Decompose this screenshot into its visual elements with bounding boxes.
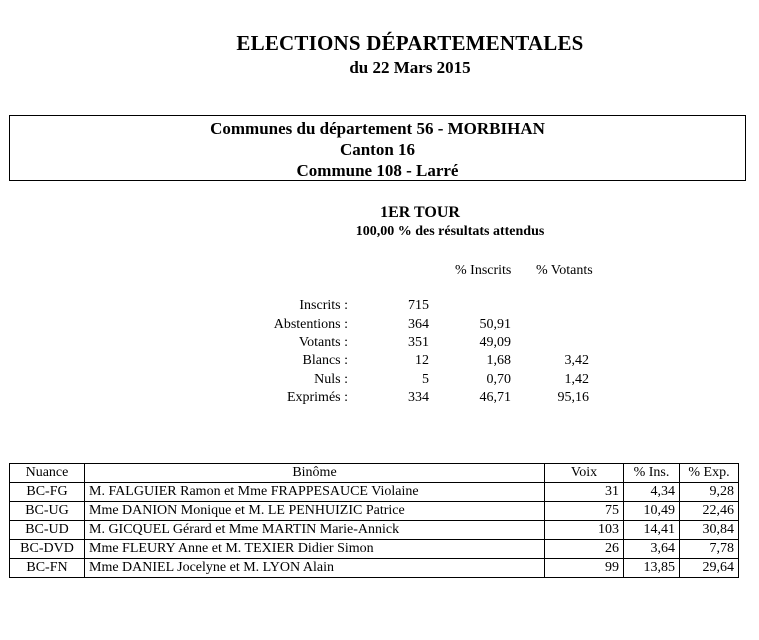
page-title: ELECTIONS DÉPARTEMENTALES bbox=[236, 31, 584, 55]
stat-value: 5 bbox=[422, 372, 429, 387]
stat-pct-inscrits: 0,70 bbox=[486, 372, 511, 387]
cell-binome: Mme FLEURY Anne et M. TEXIER Didier Simon bbox=[85, 540, 545, 559]
stat-pct-inscrits: 46,71 bbox=[479, 390, 511, 405]
commune-line: Commune 108 - Larré bbox=[296, 161, 459, 180]
candidates-table bbox=[9, 463, 739, 578]
stat-pct-inscrits: 1,68 bbox=[486, 353, 511, 368]
table-header-row bbox=[10, 464, 739, 483]
location-box bbox=[9, 115, 746, 181]
cell-pct-exp: 7,78 bbox=[680, 540, 739, 559]
round-label: 1ER TOUR bbox=[380, 204, 460, 221]
cell-nuance: BC-DVD bbox=[10, 540, 85, 559]
cell-pct-exp: 29,64 bbox=[680, 559, 739, 578]
cell-voix: 99 bbox=[545, 559, 624, 578]
col-header-nuance: Nuance bbox=[10, 464, 85, 483]
table-row bbox=[10, 559, 739, 578]
cell-pct-exp: 9,28 bbox=[680, 483, 739, 502]
stat-label: Nuls : bbox=[314, 372, 348, 387]
col-header-binome: Binôme bbox=[85, 464, 545, 483]
col-header-pct-ins: % Ins. bbox=[624, 464, 680, 483]
cell-binome: M. GICQUEL Gérard et Mme MARTIN Marie-Annick bbox=[85, 521, 545, 540]
cell-binome: Mme DANIEL Jocelyne et M. LYON Alain bbox=[85, 559, 545, 578]
cell-pct-ins: 13,85 bbox=[624, 559, 680, 578]
header-pct-inscrits: % Inscrits bbox=[455, 263, 512, 278]
cell-voix: 103 bbox=[545, 521, 624, 540]
stat-value: 715 bbox=[408, 298, 429, 313]
cell-nuance: BC-FN bbox=[10, 559, 85, 578]
table-row bbox=[10, 483, 739, 502]
stat-label: Abstentions : bbox=[273, 317, 348, 332]
stat-value: 364 bbox=[408, 317, 429, 332]
cell-nuance: BC-FG bbox=[10, 483, 85, 502]
cell-pct-ins: 3,64 bbox=[624, 540, 680, 559]
table-row bbox=[10, 521, 739, 540]
cell-pct-exp: 22,46 bbox=[680, 502, 739, 521]
stat-pct-votants: 95,16 bbox=[557, 390, 589, 405]
cell-voix: 26 bbox=[545, 540, 624, 559]
stat-pct-votants: 3,42 bbox=[564, 353, 589, 368]
table-row bbox=[10, 540, 739, 559]
stat-label: Inscrits : bbox=[299, 298, 348, 313]
stat-label: Blancs : bbox=[302, 353, 348, 368]
stat-value: 334 bbox=[408, 390, 429, 405]
cell-nuance: BC-UD bbox=[10, 521, 85, 540]
col-header-pct-exp: % Exp. bbox=[680, 464, 739, 483]
department-line: Communes du département 56 - MORBIHAN bbox=[210, 119, 545, 138]
page-subtitle-date: du 22 Mars 2015 bbox=[349, 58, 471, 77]
cell-binome: Mme DANION Monique et M. LE PENHUIZIC Patrice bbox=[85, 502, 545, 521]
stat-pct-inscrits: 49,09 bbox=[479, 335, 511, 350]
cell-pct-ins: 4,34 bbox=[624, 483, 680, 502]
cell-voix: 75 bbox=[545, 502, 624, 521]
cell-pct-ins: 14,41 bbox=[624, 521, 680, 540]
results-expected: 100,00 % des résultats attendus bbox=[355, 224, 545, 239]
header-pct-votants: % Votants bbox=[536, 263, 593, 278]
cell-voix: 31 bbox=[545, 483, 624, 502]
cell-nuance: BC-UG bbox=[10, 502, 85, 521]
stat-label: Exprimés : bbox=[286, 390, 348, 405]
stat-value: 351 bbox=[408, 335, 429, 350]
table-row bbox=[10, 502, 739, 521]
cell-pct-exp: 30,84 bbox=[680, 521, 739, 540]
stat-value: 12 bbox=[415, 353, 429, 368]
stat-pct-inscrits: 50,91 bbox=[479, 317, 511, 332]
col-header-voix: Voix bbox=[545, 464, 624, 483]
cell-pct-ins: 10,49 bbox=[624, 502, 680, 521]
stat-label: Votants : bbox=[298, 335, 348, 350]
cell-binome: M. FALGUIER Ramon et Mme FRAPPESAUCE Violaine bbox=[85, 483, 545, 502]
canton-line: Canton 16 bbox=[339, 140, 416, 159]
stat-pct-votants: 1,42 bbox=[564, 372, 589, 387]
